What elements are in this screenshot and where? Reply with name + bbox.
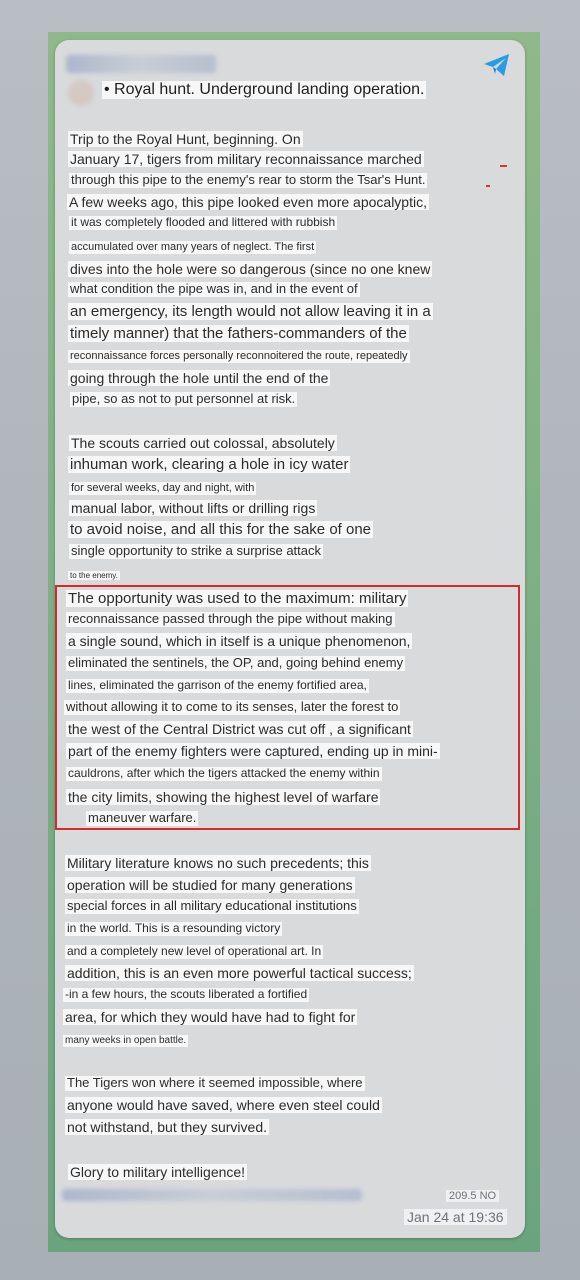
text-line: the city limits, showing the highest level of warfare bbox=[68, 789, 379, 805]
text-line: a single sound, which in itself is a unique phenomenon, bbox=[68, 633, 411, 649]
link-blurred bbox=[62, 1189, 362, 1201]
text-line: in the world. This is a resounding victory bbox=[67, 921, 281, 935]
text-line: timely manner) that the fathers-commanders of the bbox=[70, 325, 407, 342]
text-line: single opportunity to strike a surprise attack bbox=[71, 543, 322, 558]
post-title: • Royal hunt. Underground landing operation. bbox=[104, 81, 425, 98]
text-line: anyone would have saved, where even steel could bbox=[67, 1097, 380, 1113]
text-line: cauldrons, after which the tigers attacked the enemy within bbox=[68, 766, 380, 780]
text-line: without allowing it to come to its senses, later the forest to bbox=[66, 699, 399, 714]
text-line: The scouts carried out colossal, absolutely bbox=[71, 435, 335, 451]
avatar bbox=[68, 80, 94, 106]
text-line: -in a few hours, the scouts liberated a fortified bbox=[65, 987, 308, 1001]
text-line: inhuman work, clearing a hole in icy water bbox=[70, 456, 349, 473]
text-line: an emergency, its length would not allow leaving it in a bbox=[70, 303, 431, 320]
text-line: lines, eliminated the garrison of the enemy fortified area, bbox=[68, 678, 367, 692]
text-line: for several weeks, day and night, with bbox=[71, 482, 255, 494]
text-line: pipe, so as not to put personnel at risk. bbox=[72, 391, 296, 406]
text-line: not withstand, but they survived. bbox=[67, 1119, 267, 1135]
text-line: reconnaissance passed through the pipe without making bbox=[68, 611, 393, 626]
text-line: Glory to military intelligence! bbox=[70, 1164, 246, 1180]
text-line: A few weeks ago, this pipe looked even more apocalyptic, bbox=[69, 194, 427, 210]
text-line: eliminated the sentinels, the OP, and, going behind enemy bbox=[68, 655, 404, 670]
view-count: 209.5 NO bbox=[446, 1190, 499, 1202]
text-line: addition, this is an even more powerful tactical success; bbox=[67, 965, 412, 981]
text-line: The Tigers won where it seemed impossible, where bbox=[67, 1075, 363, 1090]
text-line: area, for which they would have had to fight for bbox=[65, 1009, 356, 1025]
text-line: to the enemy. bbox=[70, 571, 118, 580]
channel-name-blurred bbox=[66, 55, 216, 73]
text-line: through this pipe to the enemy's rear to storm the Tsar's Hunt. bbox=[71, 172, 426, 187]
text-line: what condition the pipe was in, and in the event of bbox=[70, 281, 358, 296]
telegram-plane-icon[interactable] bbox=[482, 52, 512, 78]
text-line: the west of the Central District was cut off , a significant bbox=[68, 721, 411, 737]
text-line: The opportunity was used to the maximum: military bbox=[68, 590, 407, 607]
text-line: to avoid noise, and all this for the sake of one bbox=[70, 521, 372, 538]
red-mark bbox=[486, 185, 490, 187]
text-line: Trip to the Royal Hunt, beginning. On bbox=[70, 131, 301, 147]
text-line: it was completely flooded and littered with rubbish bbox=[71, 215, 336, 229]
text-line: maneuver warfare. bbox=[88, 810, 197, 825]
text-line: dives into the hole were so dangerous (since no one knew bbox=[70, 261, 431, 277]
text-line: manual labor, without lifts or drilling rigs bbox=[71, 500, 316, 516]
text-line: part of the enemy fighters were captured, ending up in mini- bbox=[68, 743, 438, 759]
text-line: Military literature knows no such precedents; this bbox=[67, 855, 369, 871]
text-line: special forces in all military educational institutions bbox=[67, 898, 357, 913]
text-line: accumulated over many years of neglect. The first bbox=[71, 241, 315, 253]
text-line: January 17, tigers from military reconnaissance marched bbox=[70, 151, 422, 167]
text-line: operation will be studied for many generations bbox=[67, 877, 353, 893]
text-line: reconnaissance forces personally reconnoitered the route, repeatedly bbox=[70, 350, 408, 362]
text-line: and a completely new level of operational art. In bbox=[67, 944, 322, 958]
text-line: going through the hole until the end of the bbox=[70, 370, 329, 386]
red-mark bbox=[500, 165, 507, 167]
text-line: many weeks in open battle. bbox=[65, 1035, 187, 1046]
timestamp: Jan 24 at 19:36 bbox=[404, 1209, 507, 1225]
